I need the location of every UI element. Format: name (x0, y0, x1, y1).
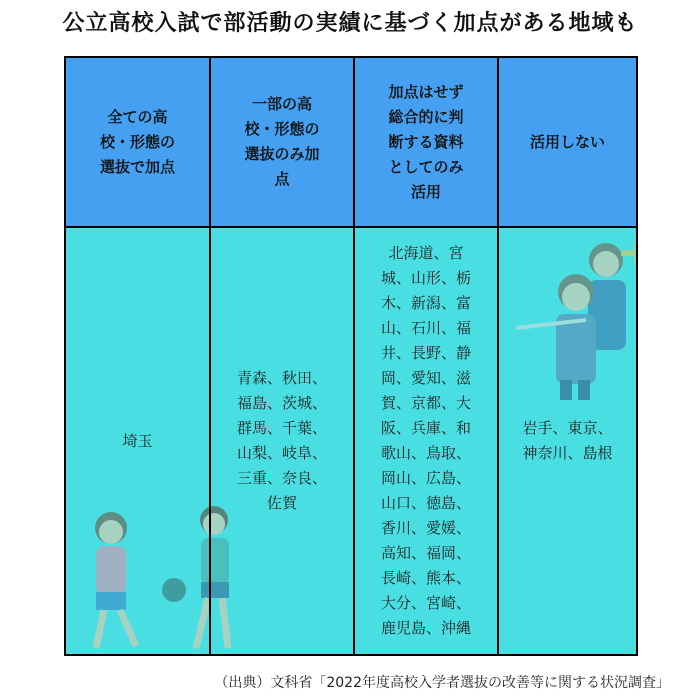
body-cell-1 (66, 228, 209, 654)
header-label-2: 一部の高 校・形態の 選抜のみ加 点 (244, 95, 320, 188)
page-title: 公立高校入試で部活動の実績に基づく加点がある地域も (62, 11, 638, 36)
body-text-3: 北海道、宮 城、山形、栃 木、新潟、富 山、石川、福 井、長野、静 岡、愛知、滋 賀、京都、大 阪、兵庫、和 歌山、鳥取、 岡山、広島、 山口、徳島、 香川、愛媛、 高知、福岡、 長崎、熊本、 大分、宮崎、 鹿児島、沖縄 (380, 244, 471, 637)
prefecture-table (64, 56, 638, 656)
header-cell-2 (211, 58, 353, 226)
body-text-4: 岩手、東京、 神奈川、島根 (522, 419, 613, 462)
column-divider (497, 58, 499, 654)
body-cell-4 (499, 228, 636, 654)
body-cell-3 (355, 228, 497, 654)
header-label-4: 活用しない (529, 132, 605, 151)
column-divider (353, 58, 355, 654)
header-cell-4 (499, 58, 636, 226)
header-label-3: 加点はせず 総合的に判 断する資料 としてのみ 活用 (388, 82, 464, 201)
body-cell-2 (211, 228, 353, 654)
header-cell-3 (355, 58, 497, 226)
table-header-row (66, 58, 636, 228)
column-divider (209, 58, 211, 654)
source-citation: （出典）文科省「2022年度高校入学者選抜の改善等に関する状況調査」 (214, 675, 670, 691)
header-cell-1 (66, 58, 209, 226)
body-text-1: 埼玉 (122, 431, 153, 450)
body-text-2: 青森、秋田、 福島、茨城、 群馬、千葉、 山梨、岐阜、 三重、奈良、 佐賀 (236, 369, 327, 512)
header-label-1: 全ての高 校・形態の 選抜で加点 (99, 107, 175, 176)
